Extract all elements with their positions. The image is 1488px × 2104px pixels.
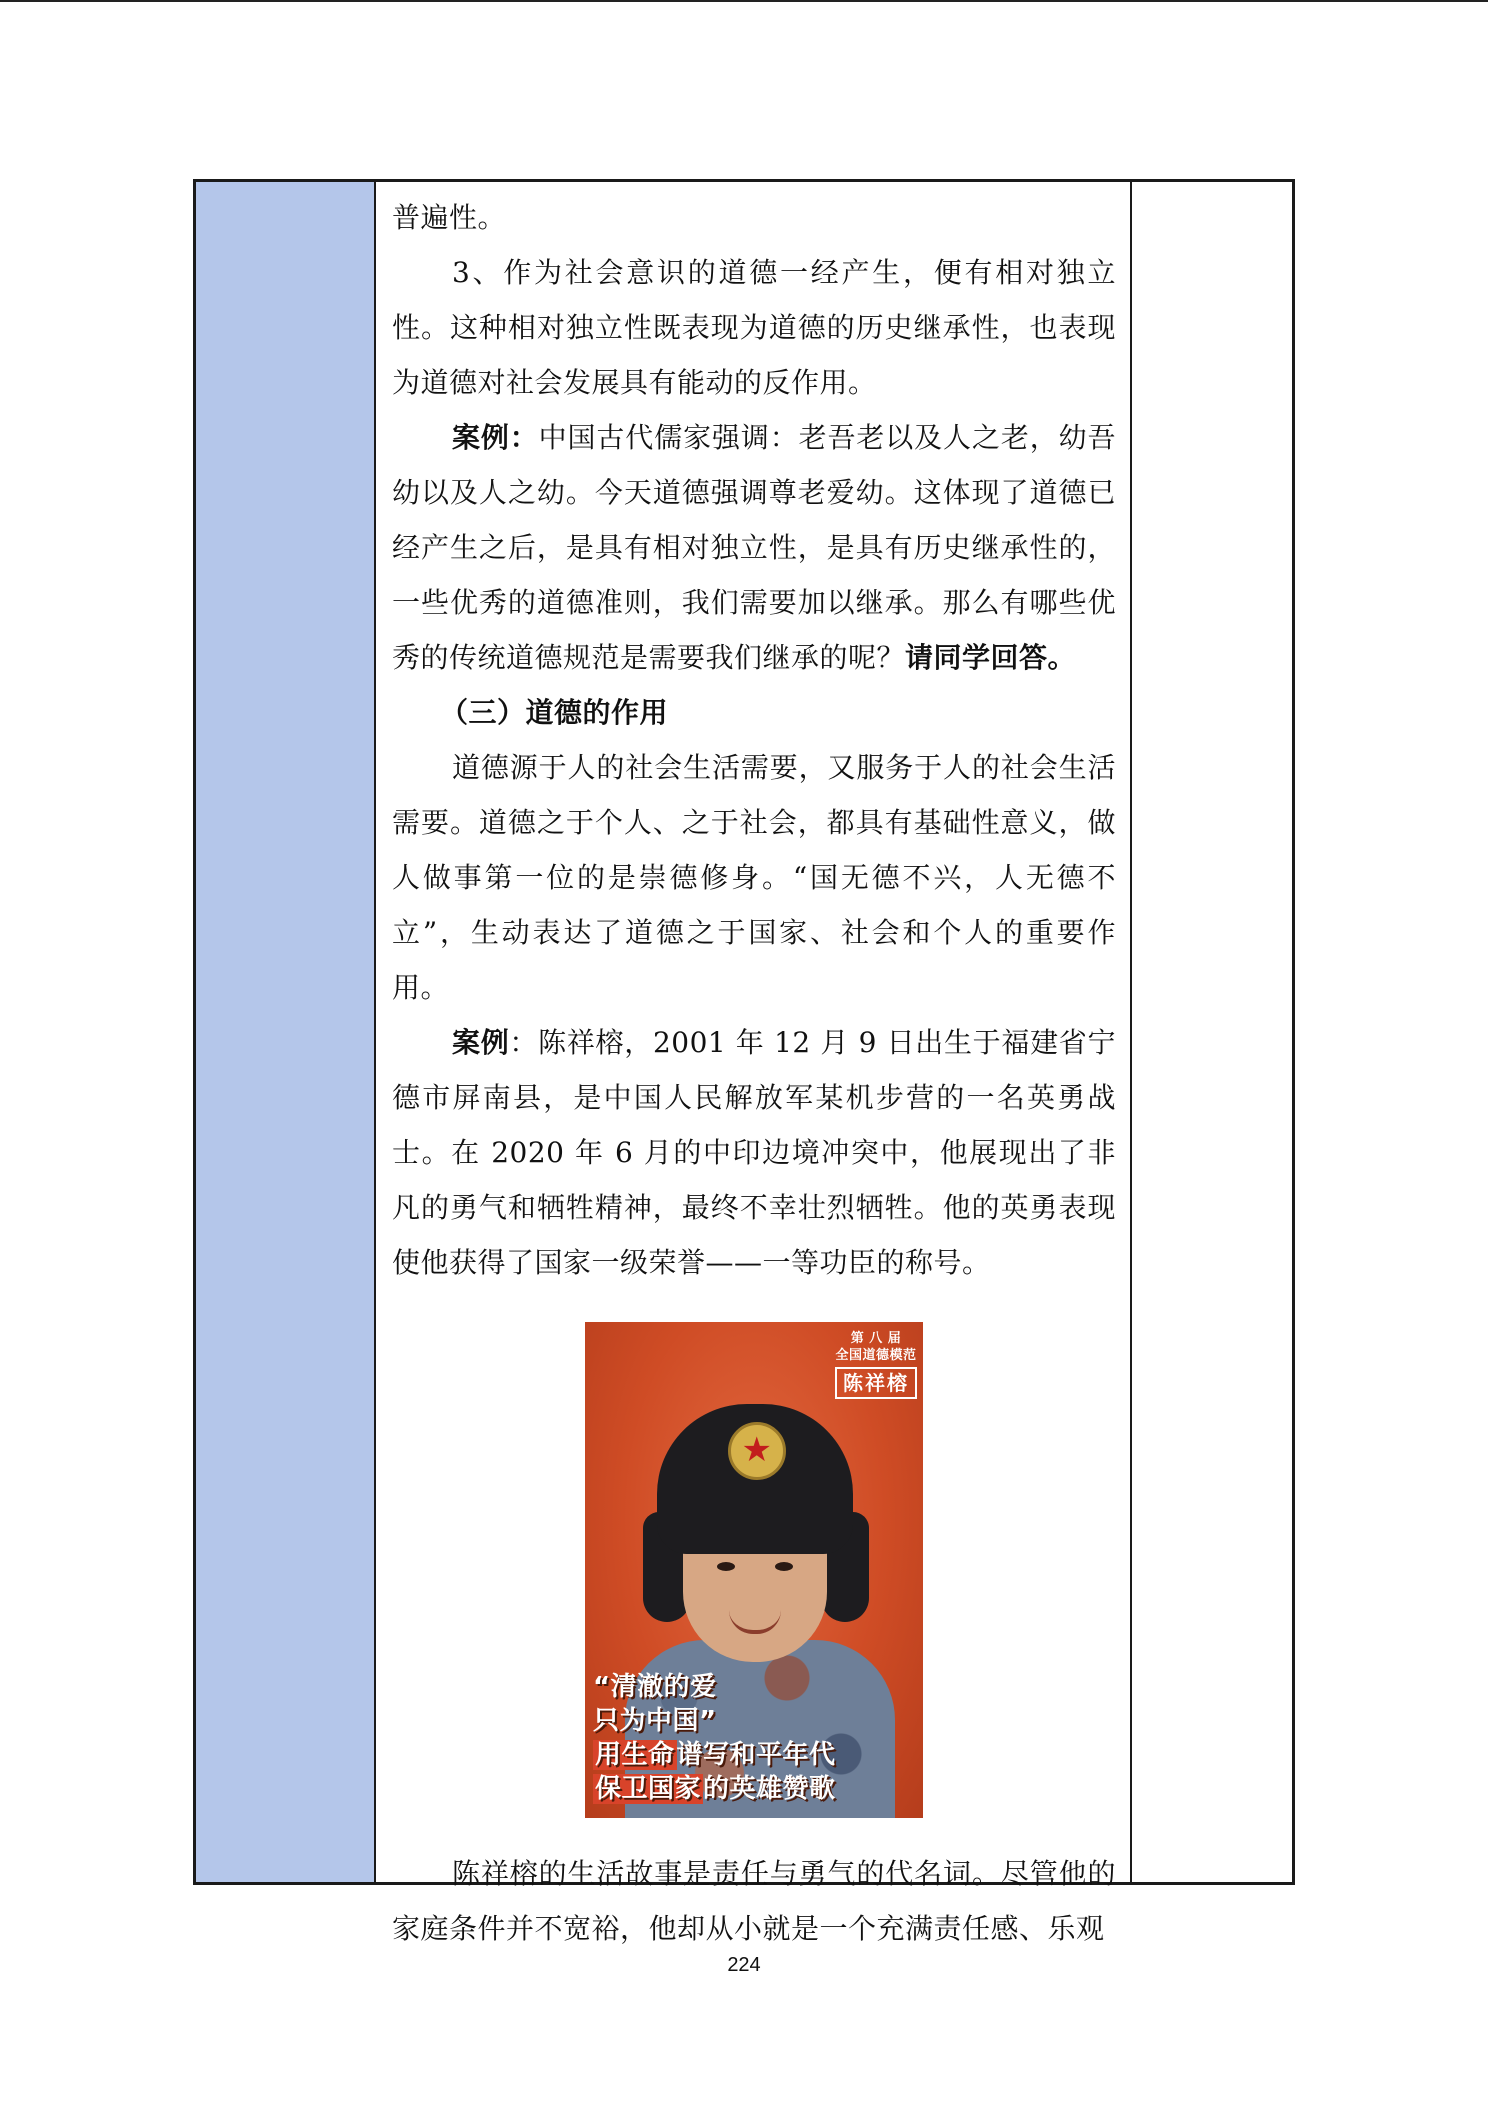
caption-highlight: 用生命 [595,1740,675,1770]
case-prompt: 请同学回答。 [905,641,1077,674]
badge-edition: 第 八 届 [850,1331,902,1346]
caption-line-1: “清澈的爱 [593,1672,717,1702]
badge-name: 陈祥榕 [835,1367,917,1399]
caption-line-2: 只为中国” [593,1706,717,1736]
caption-line-3 [593,1738,836,1772]
eye-right [775,1562,793,1571]
eye-left [717,1562,735,1571]
hero-portrait-image [585,1322,923,1818]
paragraph-relative-independence: 3、作为社会意识的道德一经产生，便有相对独立性。这种相对独立性既表现为道德的历史继承性，也表现为道德对社会发展具有能动的反作用。 [392,256,1116,399]
page-number: 224 [727,1954,761,1976]
case-label: 案例： [452,421,539,454]
caption-rest: 谱写和平年代 [676,1740,836,1770]
smile [729,1610,781,1634]
case-text: 中国古代儒家强调：老吾老以及人之老，幼吾幼以及人之幼。今天道德强调尊老爱幼。这体现了道德已经产生之后，是具有相对独立性，是具有历史继承性的，一些优秀的道德准则，我们需要加以继承。那么有哪些优秀的传统道德规范是需要我们继承的呢？ [392,421,1116,674]
table-right-column [1130,182,1292,1882]
caption-rest: 的英雄赞歌 [703,1774,836,1804]
caption-highlight: 保卫国家 [595,1774,702,1804]
paragraph-case-confucian [392,410,1116,685]
paragraph-continuation: 普遍性。 [392,201,507,234]
page-top-border [0,0,1488,2]
red-star-icon [728,1422,786,1480]
paragraph-life-story: 陈祥榕的生活故事是责任与勇气的代名词。尽管他的家庭条件并不宽裕，他却从小就是一个充满责任感、乐观 [392,1857,1116,1945]
case-text: ：陈祥榕，2001 年 12 月 9 日出生于福建省宁德市屏南县，是中国人民解放军某机步营的一名英勇战士。在 2020 年 6 月的中印边境冲突中，他展现出了非凡的勇气和牺牲精神，最终不幸壮烈牺牲。他的英勇表现使他获得了国家一级荣誉——一等功臣的称号。 [392,1026,1116,1279]
portrait-caption [593,1670,836,1806]
award-badge [835,1330,917,1399]
paragraph-role-of-morality: 道德源于人的社会生活需要，又服务于人的社会生活需要。道德之于个人、之于社会，都具有基础性意义，做人做事第一位的是崇德修身。“国无德不兴，人无德不立”，生动表达了道德之于国家、社会和个人的重要作用。 [392,751,1116,1004]
section-heading: （三）道德的作用 [440,696,669,729]
table-left-column [196,182,376,1882]
case-label: 案例 [452,1026,510,1059]
paragraph-case-chen [392,1015,1116,1290]
caption-line-4 [593,1772,836,1806]
badge-title: 全国道德模范 [835,1348,917,1363]
lesson-table [193,179,1295,1945]
table-content-column [392,190,1116,1956]
